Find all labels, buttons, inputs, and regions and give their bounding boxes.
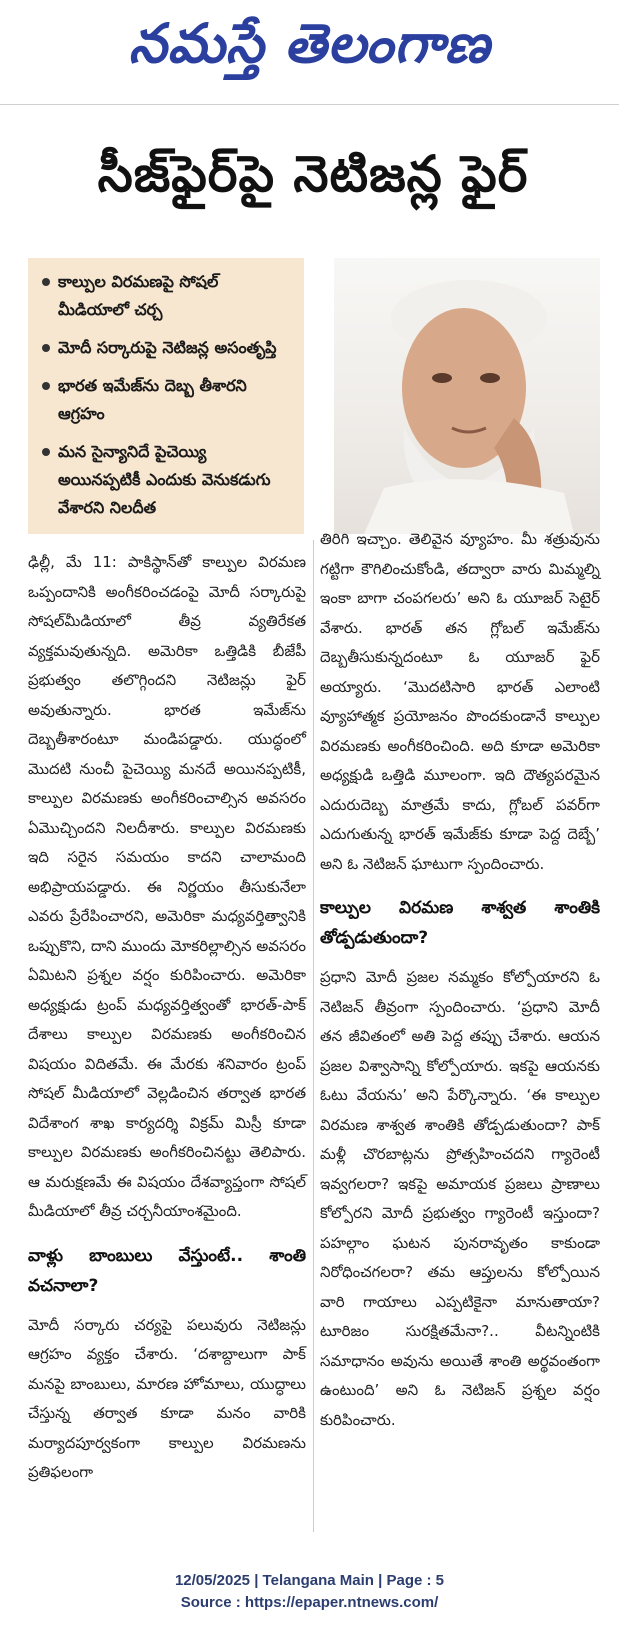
subheading: వాళ్లు బాంబులు వేస్తుంటే.. శాంతి వచనాలా? xyxy=(28,1245,306,1296)
subheading: కాల్పుల విరమణ శాశ్వత శాంతికి తోడ్పడుతుందా? xyxy=(320,898,600,948)
highlight-item xyxy=(42,372,294,428)
body-paragraph: ఢిల్లీ, మే 11: పాకిస్థాన్‌తో కాల్పుల విరమణ ఒప్పందానికి అంగీకరించడంపై మోదీ సర్కారుపై సోషల్‌మీడియాలో తీవ్ర వ్యతిరేకత వ్యక్తమవుతున్నది. అమెరికా ఒత్తిడికి బీజేపీ ప్రభుత్వం తలొగ్గిందని నెటిజన్లు ఫైర్ అవుతున్నారు. భారత ఇమేజ్‌ను దెబ్బతీశారంటూ మండిపడ్డారు. యుద్ధంలో మొదటి నుంచీ పైచెయ్యి మనదే అయినప్పటికీ, కాల్పుల విరమణకు అంగీకరించాల్సిన అవసరం ఏమొచ్చిందని నిలదీశారు. కాల్పుల విరమణకు ఇది సరైన సమయం కాదని చాలామంది అభిప్రాయపడ్డారు. ఈ నిర్ణయం తీసుకునేలా ఎవరు ప్రేరేపించారని, అమెరికా మధ్యవర్తిత్వానికి ఒప్పుకొని, దాని ముందు మోకరిల్లాల్సిన అవసరం ఏమిటని ప్రశ్నల వర్షం కురిపించారు. అమెరికా అధ్యక్షుడు ట్రంప్ మధ్యవర్తిత్వంతో భారత్-పాక్ దేశాలు కాల్పుల విరమణకు అంగీకరించిన విషయం విదితమే. ఈ మేరకు శనివారం ట్రంప్ సోషల్ మీడియాలో వెల్లడించిన తర్వాత భారత విదేశాంగ శాఖ కార్యదర్శి విక్రమ్ మిస్రీ కూడా కాల్పుల విరమణకు అంగీకరించినట్టు తెలిపారు. ఆ మరుక్షణమే ఈ విషయం దేశవ్యాప్తంగా సోషల్ మీడియాలో తీవ్ర చర్చనీయాంశమైంది. xyxy=(28,553,306,1220)
body-paragraph: ప్రధాని మోదీ ప్రజల నమ్మకం కోల్పోయారని ఓ నెటిజన్ తీవ్రంగా స్పందించారు. ‘ప్రధాని మోదీ తన జీవితంలో అతి పెద్ద తప్పు చేశారు. ఆయన ప్రజల విశ్వాసాన్ని కోల్పోయారు. ఇకపై ఆయనకు ఓటు వేయను’ అని పేర్కొన్నారు. ‘ఈ కాల్పుల విరమణ శాశ్వత శాంతికి తోడ్పడుతుందా? పాక్ మళ్లీ చొరబాట్లను ప్రోత్సహించదని గ్యారెంటీ ఇవ్వగలరా? ఇకపై అమాయక ప్రజలు ప్రాణాలు కోల్పోరని మోదీ ప్రభుత్వం గ్యారెంటీ ఇస్తుందా? పహల్గాం ఘటన పునరావృతం కాకుండా నిరోధించగలరా? తమ ఆప్తులను కోల్పోయిన వారి గాయాలు ఎప్పటికైనా మానుతాయా? టూరిజం సురక్షితమేనా?.. వీటన్నింటికి సమాధానం అవును అయితే శాంతి అర్థవంతంగా ఉంటుంది’ అని ఓ నెటిజన్ ప్రశ్నల వర్షం కురిపించారు. xyxy=(320,968,600,1429)
bullet-icon xyxy=(42,382,50,390)
masthead xyxy=(0,0,619,105)
article-column-left xyxy=(28,548,306,1488)
article-column-right xyxy=(320,525,600,1435)
highlight-text: మోదీ సర్కారుపై నెటిజన్ల అసంతృప్తి xyxy=(58,338,277,357)
body-paragraph: మోదీ సర్కారు చర్యపై పలువురు నెటిజన్లు ఆగ్రహం వ్యక్తం చేశారు. ‘దశాబ్దాలుగా పాక్ మనపై బాంబులు, మారణ హోమాలు, యుద్ధాలు చేస్తున్న తర్వాత కూడా మనం వారికి మర్యాదపూర్వకంగా కాల్పుల విరమణను ప్రతిఫలంగా xyxy=(28,1315,306,1481)
highlight-item xyxy=(42,334,294,362)
portrait-illustration xyxy=(364,278,574,534)
bullet-icon xyxy=(42,344,50,352)
highlight-item xyxy=(42,438,294,522)
article-headline: సీజ్‌ఫైర్‌పై నెటిజన్ల ఫైర్ xyxy=(97,145,529,203)
highlight-text: కాల్పుల విరమణపై సోషల్ మీడియాలో చర్చ xyxy=(58,272,219,319)
body-paragraph: తిరిగి ఇచ్చాం. తెలివైన వ్యూహం. మీ శత్రువును గట్టిగా కౌగిలించుకోండి, తద్వారా వారు మిమ్మల్ని ఇంకా బాగా చంపగలరు’ అని ఓ యూజర్ సెటైర్ వేశారు. భారత్ తన గ్లోబల్ ఇమేజ్‌ను దెబ్బతీసుకున్నదంటూ ఓ యూజర్ ఫైర్ అయ్యారు. ‘మొదటిసారి భారత్ ఎలాంటి వ్యూహాత్మక ప్రయోజనం పొందకుండానే కాల్పుల విరమణకు అంగీకరించింది. అది కూడా అమెరికా అధ్యక్షుడి ఒత్తిడి మూలంగా. ఇది దౌత్యపరమైన ఎదురుదెబ్బ మాత్రమే కాదు, గ్లోబల్ పవర్‌గా ఎదుగుతున్న భారత్ ఇమేజ్‌కు కూడా పెద్ద దెబ్బే’ అని ఓ నెటిజన్ ఘాటుగా స్పందించారు. xyxy=(320,530,600,873)
bullet-icon xyxy=(42,448,50,456)
article-photo xyxy=(334,258,600,534)
highlight-text: భారత ఇమేజ్‌ను దెబ్బ తీశారని ఆగ్రహం xyxy=(58,376,247,423)
newspaper-logo-title: నమస్తే తెలంగాణ xyxy=(128,12,491,75)
highlights-box xyxy=(28,258,304,534)
column-divider xyxy=(313,540,314,1532)
footer-date-line: 12/05/2025 | Telangana Main | Page : 5 xyxy=(174,1572,445,1589)
highlight-item xyxy=(42,268,294,324)
footer-source-line: Source : https://epaper.ntnews.com/ xyxy=(180,1594,439,1611)
bullet-icon xyxy=(42,278,50,286)
highlight-text: మన సైన్యానిదే పైచెయ్యి అయినప్పటికీ ఎందుకు వెనుకడుగు వేశారని నిలదీత xyxy=(58,442,271,517)
page-footer xyxy=(0,1570,619,1614)
